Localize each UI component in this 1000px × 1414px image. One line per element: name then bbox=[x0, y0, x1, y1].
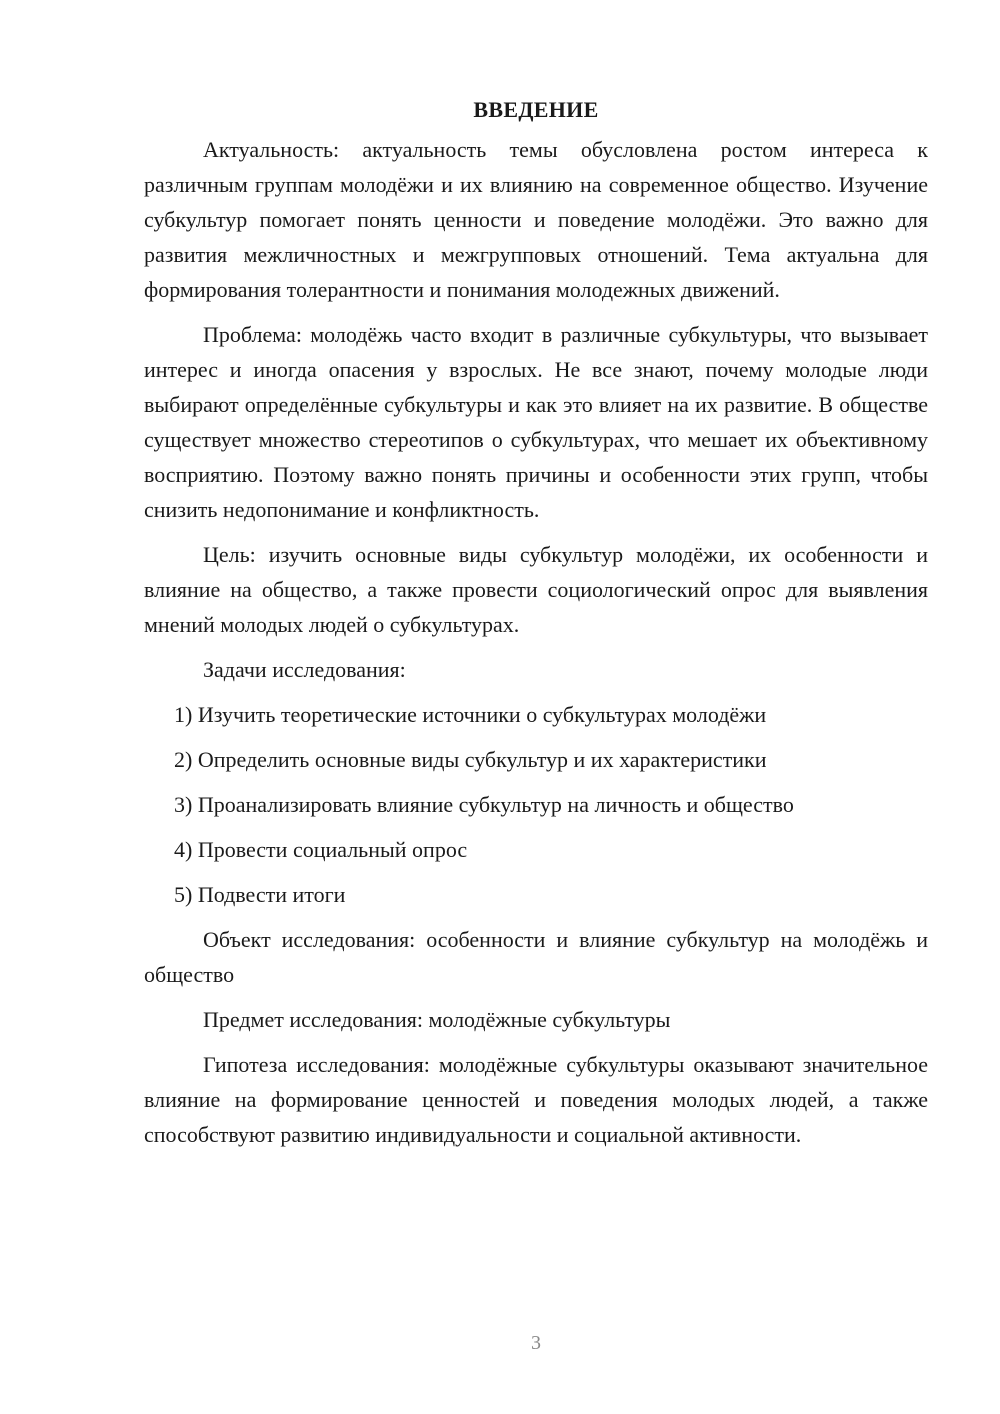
task-item: 3) Проанализировать влияние субкультур на личность и общество bbox=[174, 792, 794, 817]
page-title: ВВЕДЕНИЕ bbox=[473, 97, 599, 122]
object-paragraph: Объект исследования: особенности и влияние субкультур на молодёжь и общество bbox=[144, 927, 928, 987]
relevance-paragraph: Актуальность: актуальность темы обусловлена ростом интереса к различным группам молодёжи и их влиянию на современное общество. Изучение субкультур помогает понять ценности и поведение молодёжи. Это важно для развития межличностных и межгрупповых отношений. Тема актуальна для формирования толерантности и понимания молодежных движений. bbox=[144, 137, 928, 302]
task-item: 2) Определить основные виды субкультур и их характеристики bbox=[174, 747, 767, 772]
subject-paragraph: Предмет исследования: молодёжные субкультуры bbox=[203, 1007, 671, 1032]
task-item: 4) Провести социальный опрос bbox=[174, 837, 468, 862]
page-number: 3 bbox=[531, 1332, 541, 1354]
task-list bbox=[144, 697, 928, 912]
problem-paragraph: Проблема: молодёжь часто входит в различные субкультуры, что вызывает интерес и иногда опасения у взрослых. Не все знают, почему молодые люди выбирают определённые субкультуры и как это влияет на их развитие. В обществе существует множество стереотипов о субкультурах, что мешает их объективному восприятию. Поэтому важно понять причины и особенности этих групп, чтобы снизить недопонимание и конфликтность. bbox=[144, 322, 928, 522]
task-item: 1) Изучить теоретические источники о субкультурах молодёжи bbox=[174, 702, 767, 727]
goal-paragraph: Цель: изучить основные виды субкультур молодёжи, их особенности и влияние на общество, а также провести социологический опрос для выявления мнений молодых людей о субкультурах. bbox=[144, 542, 928, 637]
document-page bbox=[144, 92, 928, 1152]
task-item: 5) Подвести итоги bbox=[174, 882, 346, 907]
tasks-heading: Задачи исследования: bbox=[203, 657, 406, 682]
hypothesis-paragraph: Гипотеза исследования: молодёжные субкультуры оказывают значительное влияние на формирование ценностей и поведения молодых людей, а также способствуют развитию индивидуальности и социальной активности. bbox=[144, 1052, 928, 1147]
